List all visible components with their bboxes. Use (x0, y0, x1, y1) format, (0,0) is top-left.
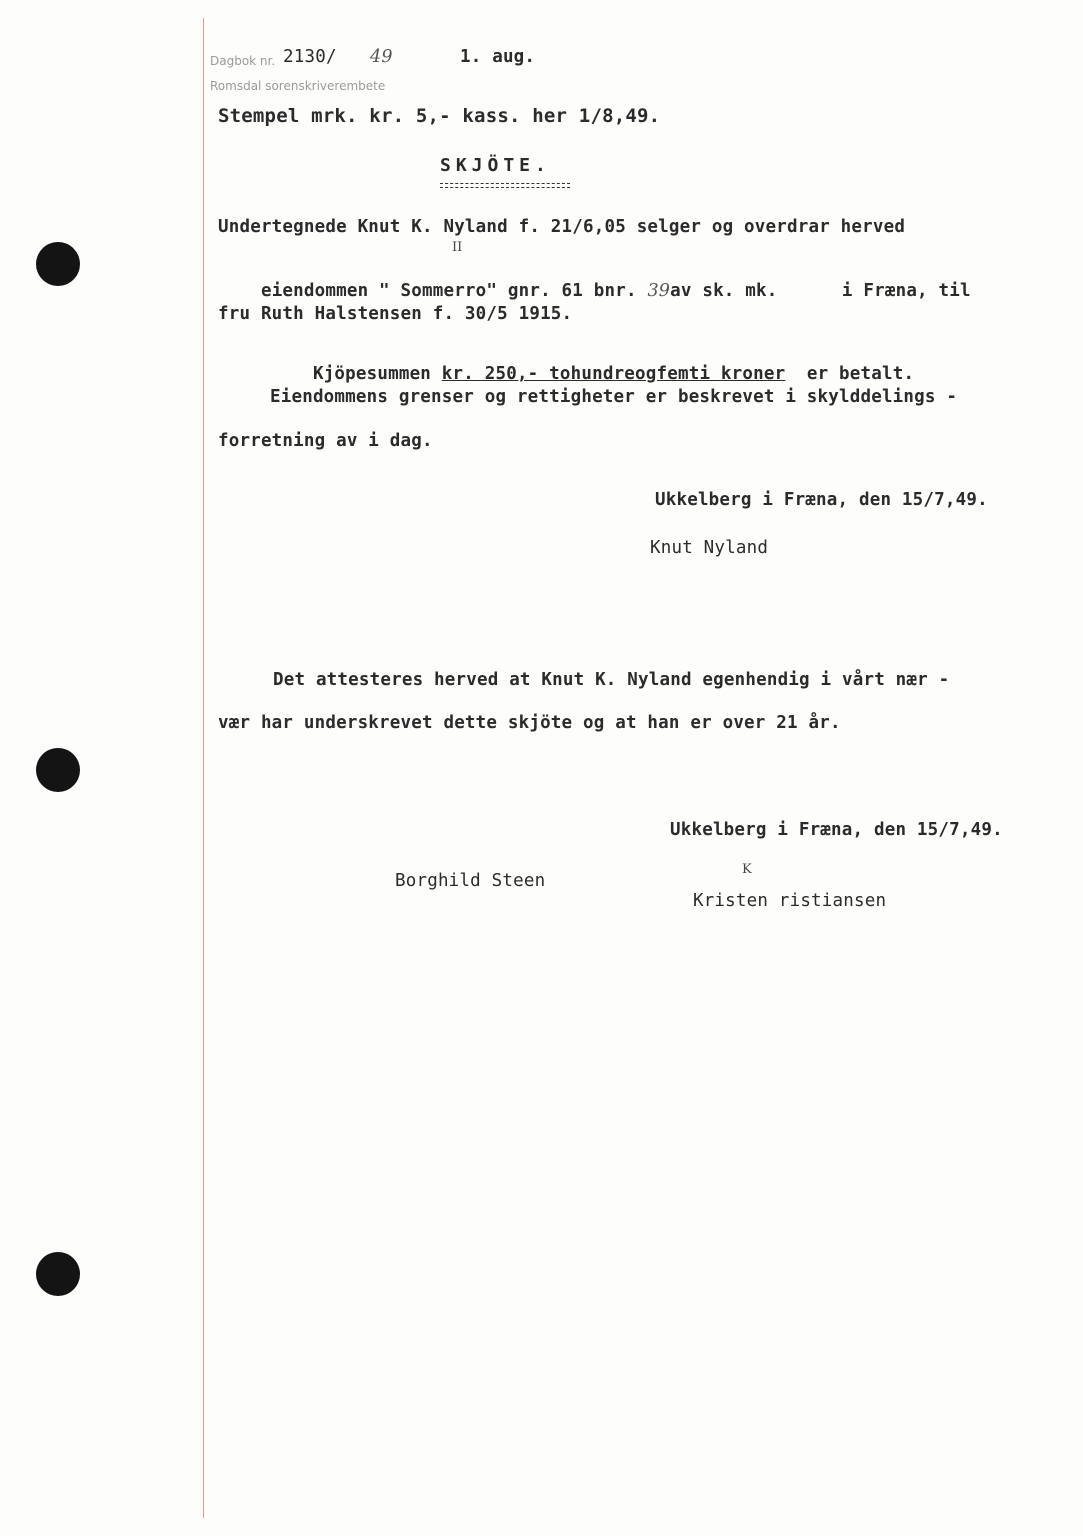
place-date-1: Ukkelberg i Fræna, den 15/7,49. (655, 490, 988, 510)
bnr-handwritten: 39 (647, 281, 671, 301)
title-underline (440, 183, 570, 188)
body-line-6: forretning av i dag. (218, 431, 433, 451)
body-line-1: Undertegnede Knut K. Nyland f. 21/6,05 selger og overdrar herved (218, 217, 906, 237)
document-title: SKJÖTE. (440, 155, 551, 176)
body-line-4-end: er betalt. (785, 364, 915, 384)
binder-hole-top (36, 242, 80, 286)
body-mark-ii: II (452, 240, 463, 255)
signer-name: Knut Nyland (650, 538, 769, 558)
place-date-2: Ukkelberg i Fræna, den 15/7,49. (670, 820, 1003, 840)
attest-line-1: Det attesteres herved at Knut K. Nyland egenhendig i vårt nær - (273, 670, 950, 690)
witness-1: Borghild Steen (395, 871, 546, 891)
body-line-2-start: eiendommen " Sommerro" gnr. 61 bnr. (260, 281, 648, 301)
binder-hole-middle (36, 748, 80, 792)
body-line-4-start: Kjöpesummen (312, 364, 442, 384)
body-line-5: Eiendommens grenser og rettigheter er beskrevet i skylddelings - (270, 387, 958, 407)
body-line-2-end: av sk. mk. i Fræna, til (670, 281, 971, 301)
witness-2 (650, 871, 886, 931)
stamp-date: 1. aug. (460, 47, 536, 67)
dagbok-number: 2130/ (283, 47, 337, 67)
witness-2-first: Kristen (692, 891, 779, 911)
dagbok-year: 49 (370, 47, 393, 67)
stempel-line: Stempel mrk. kr. 5,- kass. her 1/8,49. (218, 105, 661, 127)
purchase-sum: kr. 250,- tohundreogfemti kroner (441, 364, 786, 384)
stamp-office: Romsdal sorenskriverembete (210, 79, 386, 93)
dagbok-label: Dagbok nr. (210, 54, 276, 68)
witness-2-mark: K (742, 862, 752, 877)
body-line-3: fru Ruth Halstensen f. 30/5 1915. (218, 304, 573, 324)
binder-hole-bottom (36, 1252, 80, 1296)
margin-line (203, 18, 204, 1518)
attest-line-2: vær har underskrevet dette skjöte og at han er over 21 år. (218, 713, 841, 733)
witness-2-last: ristiansen (778, 891, 887, 911)
